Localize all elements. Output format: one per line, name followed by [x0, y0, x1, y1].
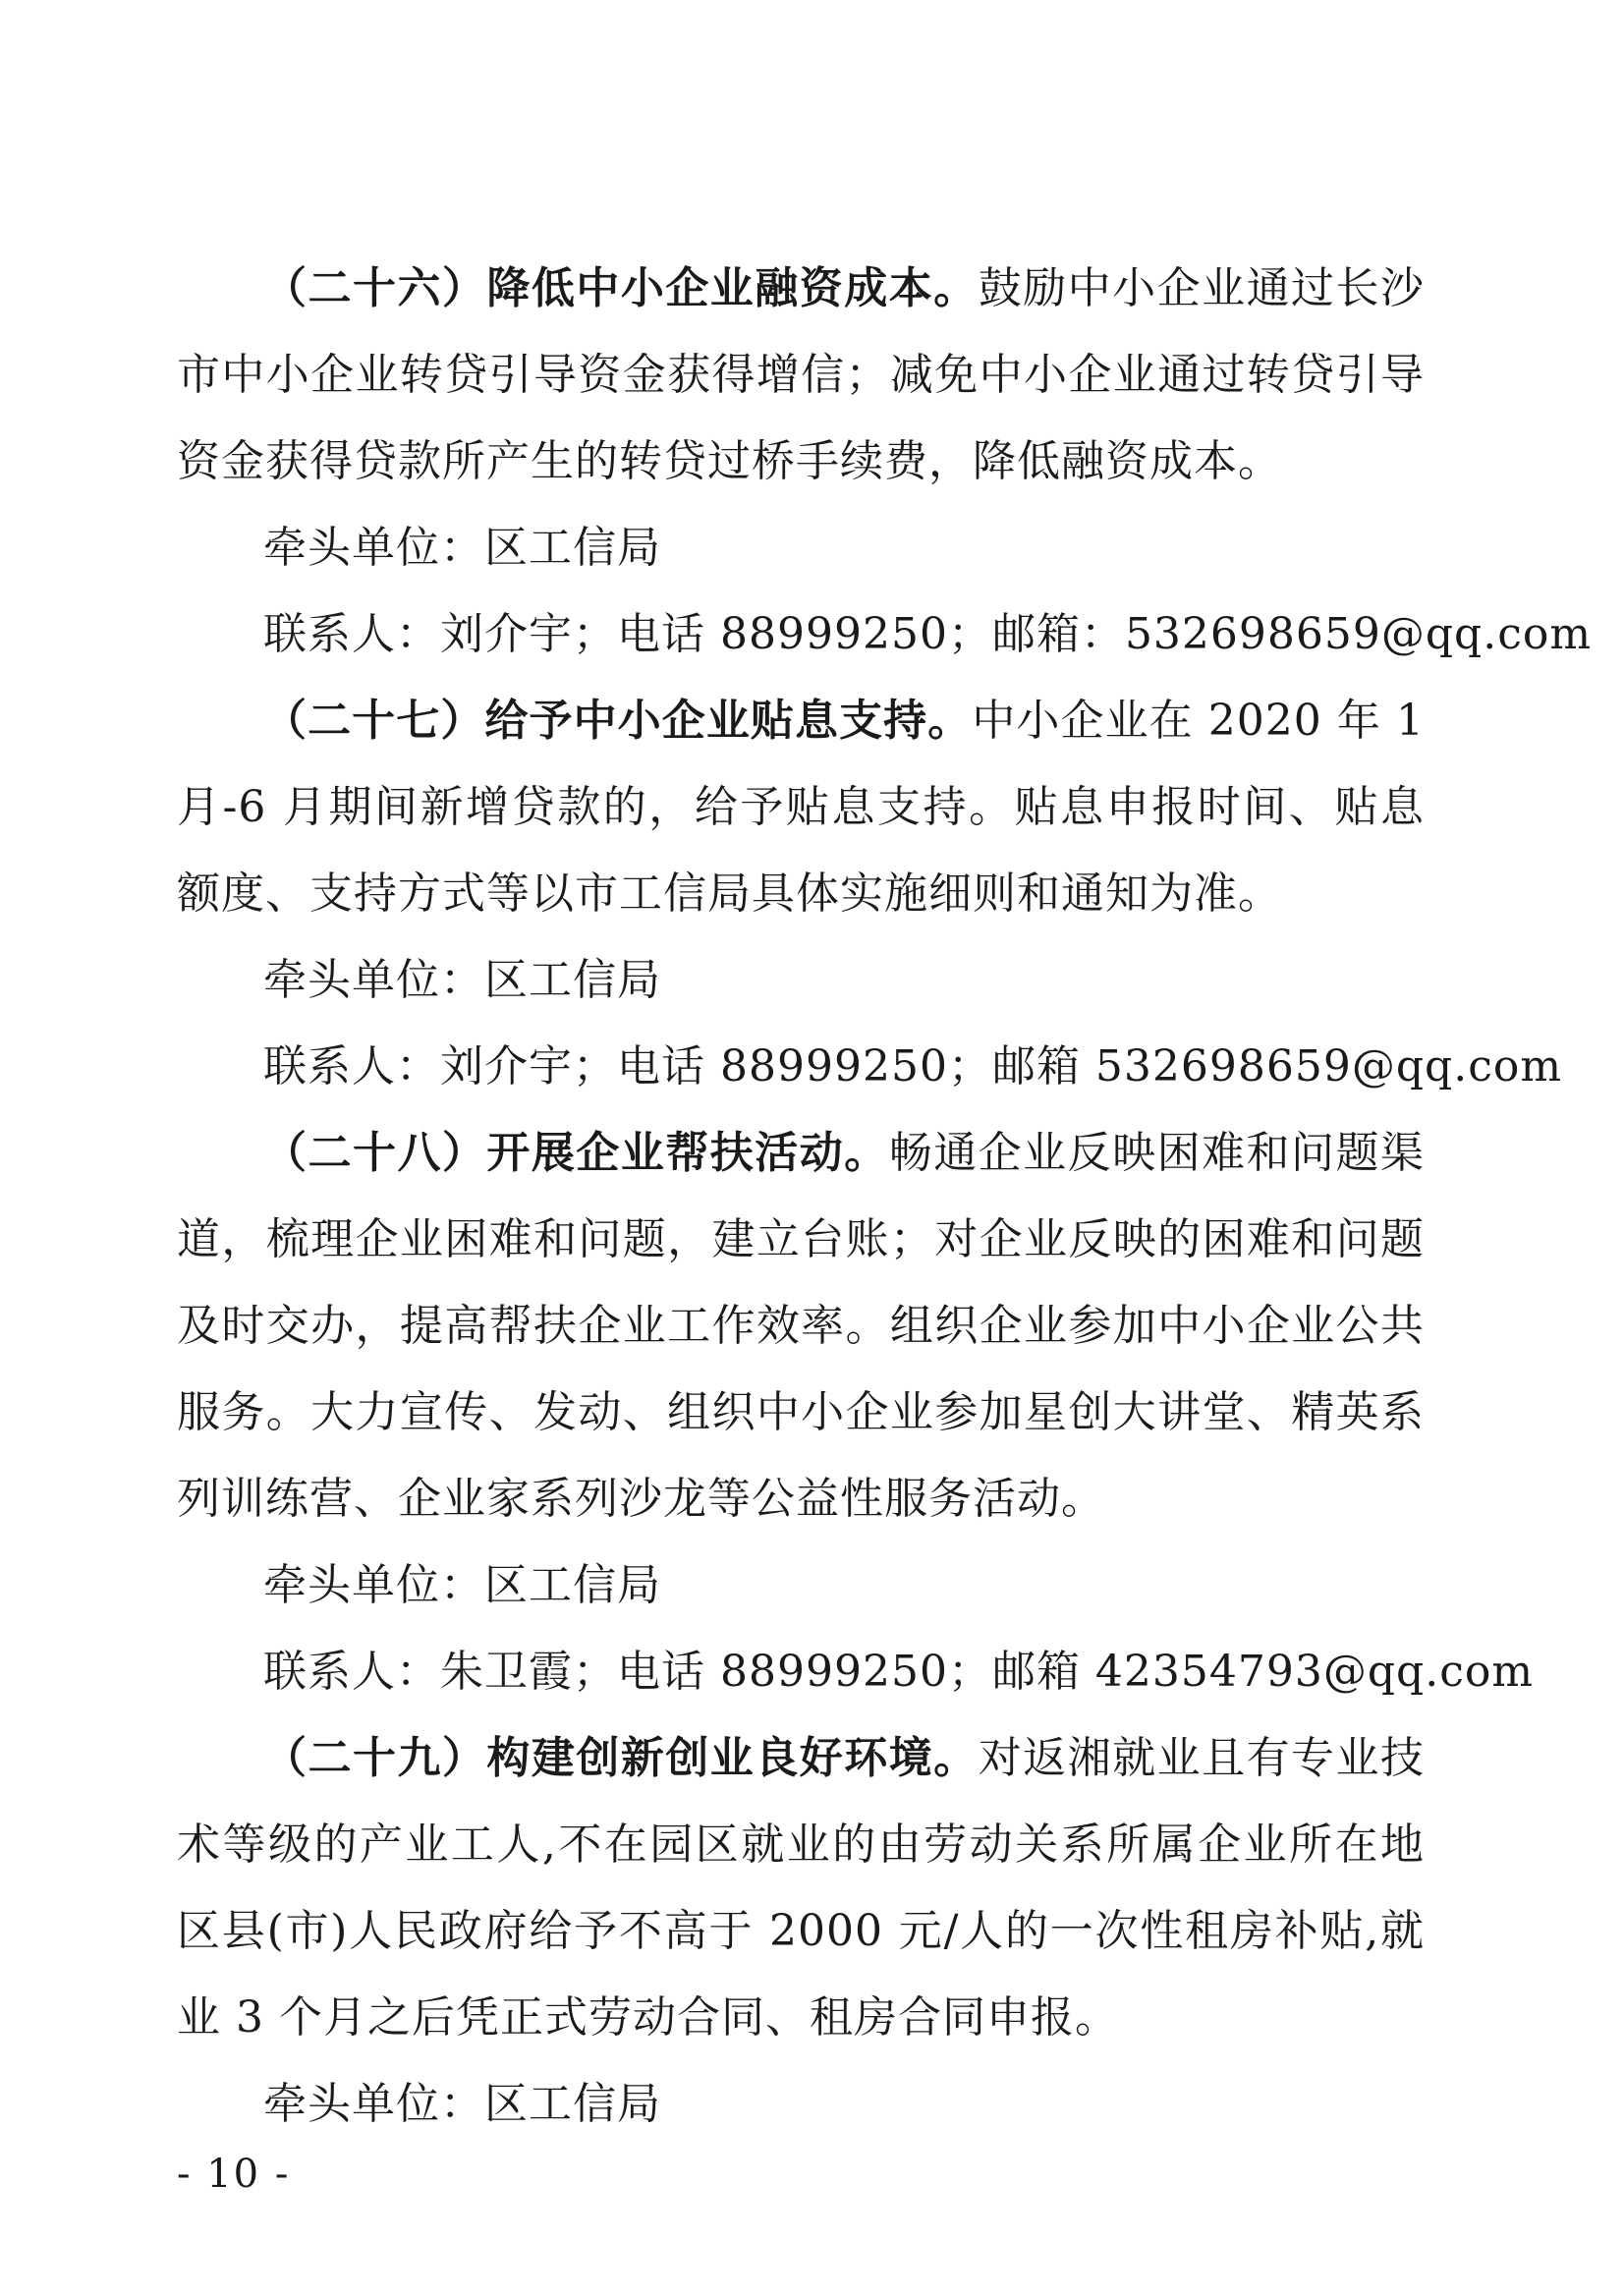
section-body: 鼓励中小企业通过长沙市中小企业转贷引导资金获得增信；减免中小企业通过转贷引导资金获得贷款所产生的转贷过桥手续费，降低融资成本。	[177, 263, 1426, 486]
lead-unit: 牵头单位：区工信局	[263, 523, 661, 573]
section-body: 中小企业在 2020 年 1 月-6 月期间新增贷款的，给予贴息支持。贴息申报时间、贴息额度、支持方式等以市工信局具体实施细则和通知为准。	[177, 696, 1425, 919]
section-heading: （二十八）开展企业帮扶活动。	[263, 1128, 889, 1178]
lead-unit: 牵头单位：区工信局	[263, 955, 661, 1005]
section-heading: （二十九）构建创新创业良好环境。	[263, 1733, 979, 1783]
section-paragraph	[177, 1110, 1425, 1542]
contact-info: 联系人：刘介宇；电话 88999250；邮箱：532698659@qq.com	[263, 609, 1593, 659]
section-body: 畅通企业反映困难和问题渠道，梳理企业困难和问题，建立台账；对企业反映的困难和问题及时交办，提高帮扶企业工作效率。组织企业参加中小企业公共服务。大力宣传、发动、组织中小企业参加星创大讲堂、精英系列训练营、企业家系列沙龙等公益性服务活动。	[177, 1128, 1425, 1524]
contact-info: 联系人：刘介宇；电话 88999250；邮箱 532698659@qq.com	[263, 1041, 1563, 1092]
page-number: - 10 -	[177, 2152, 291, 2197]
section-heading: （二十六）降低中小企业融资成本。	[263, 263, 979, 313]
section-paragraph	[177, 246, 1425, 505]
section-paragraph	[177, 678, 1425, 937]
section-heading: （二十七）给予中小企业贴息支持。	[263, 696, 973, 746]
contact-info: 联系人：朱卫霞；电话 88999250；邮箱 42354793@qq.com	[263, 1647, 1535, 1697]
document-body	[177, 246, 1593, 2148]
lead-unit: 牵头单位：区工信局	[263, 1560, 661, 1610]
section-body: 对返湘就业且有专业技术等级的产业工人,不在园区就业的由劳动关系所属企业所在地区县(市)人民政府给予不高于 2000 元/人的一次性租房补贴,就业 3 个月之后凭正式劳动合同、租房合同申报。	[177, 1733, 1426, 2043]
section-paragraph	[177, 1715, 1425, 2061]
lead-unit: 牵头单位：区工信局	[263, 2079, 661, 2129]
